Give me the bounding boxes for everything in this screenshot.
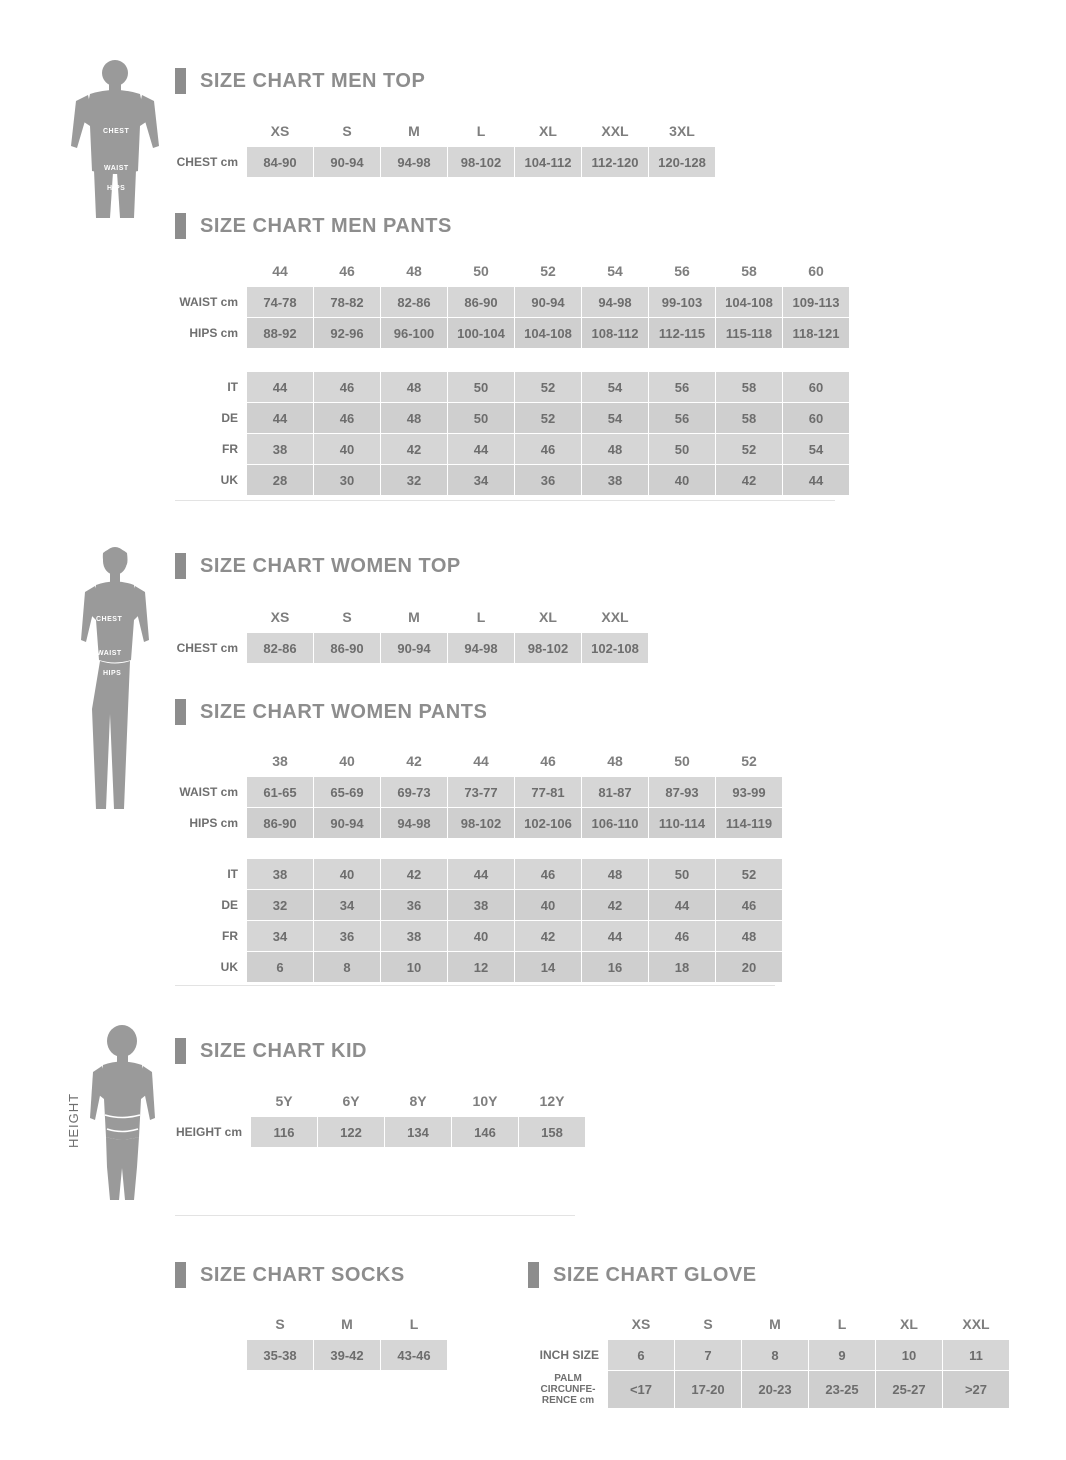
table-cell: 40 [515,890,582,921]
table-cell: 52 [716,859,783,890]
table-row [176,287,850,318]
table-row [176,859,783,890]
col-header: M [381,116,448,147]
kid-title: SIZE CHART KID [200,1039,367,1062]
table-cell: 14 [515,952,582,983]
table-cell: 52 [515,403,582,434]
men-section-divider [175,500,835,501]
male-figure-illustration [60,60,170,220]
table-cell: 54 [783,434,850,465]
table-cell: 34 [448,465,515,496]
table-cell: 7 [675,1340,742,1371]
col-header: 52 [515,256,582,287]
col-header: 10Y [452,1086,519,1117]
table-cell: 12 [448,952,515,983]
table-cell: 11 [943,1340,1010,1371]
table-cell: 116 [251,1117,318,1148]
female-hips-label: HIPS [103,670,122,677]
table-cell: 36 [515,465,582,496]
table-cell: 32 [247,890,314,921]
col-header: 38 [247,746,314,777]
table-cell: 56 [649,372,716,403]
glove-title: SIZE CHART GLOVE [553,1263,757,1286]
table-row [529,1371,1010,1409]
col-header: XS [247,602,314,633]
col-header: 44 [247,256,314,287]
table-cell: 48 [582,859,649,890]
heading-accent-bar [528,1262,539,1288]
table-cell: 106-110 [582,808,649,839]
col-header: S [314,602,381,633]
table-cell: 102-106 [515,808,582,839]
table-row [176,434,850,465]
table-cell: 36 [314,921,381,952]
heading-accent-bar [175,699,186,725]
row-label: CHEST cm [176,147,247,178]
table-cell: 104-108 [716,287,783,318]
col-header: XXL [582,116,649,147]
table-cell: 42 [582,890,649,921]
table-cell: 40 [314,434,381,465]
table-cell: 56 [649,403,716,434]
col-header: 52 [716,746,783,777]
col-header: 42 [381,746,448,777]
heading-accent-bar [175,553,186,579]
table-cell: 46 [649,921,716,952]
col-header: M [742,1309,809,1340]
table-cell: 112-120 [582,147,649,178]
table-cell: 98-102 [515,633,582,664]
glove-table [528,1308,1010,1409]
col-header: XXL [943,1309,1010,1340]
table-cell: 48 [582,434,649,465]
col-header: 60 [783,256,850,287]
table-row [529,1340,1010,1371]
table-cell: 35-38 [247,1340,314,1371]
table-cell: 23-25 [809,1371,876,1409]
table-cell: 46 [515,434,582,465]
table-cell: 52 [716,434,783,465]
table-cell: 96-100 [381,318,448,349]
table-cell: 100-104 [448,318,515,349]
table-row-header [529,1309,1010,1340]
table-cell: 58 [716,372,783,403]
col-header: 50 [448,256,515,287]
table-cell: 114-119 [716,808,783,839]
table-cell: 40 [314,859,381,890]
table-cell: 52 [515,372,582,403]
glove-heading [528,1262,757,1288]
table-cell: 54 [582,403,649,434]
table-cell: 82-86 [247,633,314,664]
table-cell: 81-87 [582,777,649,808]
table-cell: 34 [247,921,314,952]
table-cell: 109-113 [783,287,850,318]
heading-accent-bar [175,213,186,239]
table-cell: 61-65 [247,777,314,808]
row-label: WAIST cm [176,287,247,318]
table-cell: 50 [649,434,716,465]
table-cell: 54 [582,372,649,403]
col-header: L [448,116,515,147]
men-pants-title: SIZE CHART MEN PANTS [200,214,452,237]
row-label: DE [176,890,247,921]
table-cell: 50 [448,372,515,403]
men-top-heading [175,68,425,94]
female-waist-label: WAIST [97,650,122,657]
col-header: 12Y [519,1086,586,1117]
table-cell: 120-128 [649,147,716,178]
table-row [176,952,783,983]
table-cell: 32 [381,465,448,496]
col-header: XXL [582,602,649,633]
table-cell: 90-94 [314,147,381,178]
row-label: IT [176,372,247,403]
table-cell: 50 [448,403,515,434]
table-cell: 98-102 [448,147,515,178]
table-cell: 58 [716,403,783,434]
kid-section-divider [175,1215,575,1216]
table-cell: 43-46 [381,1340,448,1371]
table-cell: 118-121 [783,318,850,349]
table-cell: 28 [247,465,314,496]
table-cell: 42 [381,434,448,465]
table-cell: 84-90 [247,147,314,178]
table-cell: 115-118 [716,318,783,349]
table-cell: 86-90 [448,287,515,318]
table-row [176,147,716,178]
table-cell: 90-94 [381,633,448,664]
col-header: 40 [314,746,381,777]
col-header: 3XL [649,116,716,147]
table-cell: 39-42 [314,1340,381,1371]
table-cell: 98-102 [448,808,515,839]
col-header: 44 [448,746,515,777]
kid-table [175,1085,586,1148]
col-header: 58 [716,256,783,287]
table-cell: 46 [314,403,381,434]
corner-cell [176,116,247,147]
table-cell: 110-114 [649,808,716,839]
table-cell: 65-69 [314,777,381,808]
kid-heading [175,1038,367,1064]
table-cell: 74-78 [247,287,314,318]
col-header: XL [515,602,582,633]
table-cell: 99-103 [649,287,716,318]
col-header: 48 [381,256,448,287]
male-hips-label: HIPS [107,185,126,192]
corner-cell [176,1086,251,1117]
table-cell: 94-98 [381,808,448,839]
corner-cell [176,746,247,777]
table-cell: 87-93 [649,777,716,808]
table-cell: 42 [381,859,448,890]
women-pants-title: SIZE CHART WOMEN PANTS [200,700,488,723]
kid-height-side-label: HEIGHT [66,1092,81,1148]
table-cell: 25-27 [876,1371,943,1409]
table-cell: 8 [314,952,381,983]
table-cell: 122 [318,1117,385,1148]
table-cell: 10 [876,1340,943,1371]
row-label: FR [176,434,247,465]
table-row [176,890,783,921]
corner-cell [176,602,247,633]
table-cell: 60 [783,372,850,403]
table-row [176,808,783,839]
row-label [176,1340,247,1371]
table-row [176,372,850,403]
table-cell: 108-112 [582,318,649,349]
table-cell: 44 [582,921,649,952]
table-cell: 36 [381,890,448,921]
table-cell: 93-99 [716,777,783,808]
col-header: 50 [649,746,716,777]
table-cell: 38 [247,859,314,890]
table-cell: 18 [649,952,716,983]
table-cell: 38 [381,921,448,952]
row-label: HIPS cm [176,318,247,349]
table-row [176,1117,586,1148]
col-header: 56 [649,256,716,287]
col-header: 48 [582,746,649,777]
men-pants-conversion-table [175,371,850,496]
male-waist-label: WAIST [104,165,129,172]
row-label: HEIGHT cm [176,1117,251,1148]
table-row [176,1340,448,1371]
women-pants-table [175,745,783,839]
row-label: DE [176,403,247,434]
table-cell: 44 [783,465,850,496]
table-cell: 94-98 [448,633,515,664]
women-pants-heading [175,699,487,725]
table-cell: 78-82 [314,287,381,318]
col-header: XL [876,1309,943,1340]
row-label: IT [176,859,247,890]
table-cell: 86-90 [314,633,381,664]
table-cell: 86-90 [247,808,314,839]
table-cell: 102-108 [582,633,649,664]
table-cell: 44 [247,372,314,403]
row-label: UK [176,952,247,983]
female-chest-label: CHEST [96,616,123,623]
table-cell: 40 [448,921,515,952]
socks-table [175,1308,448,1371]
table-cell: 94-98 [381,147,448,178]
table-cell: 50 [649,859,716,890]
heading-accent-bar [175,1262,186,1288]
col-header: S [247,1309,314,1340]
table-cell: 8 [742,1340,809,1371]
table-cell: 17-20 [675,1371,742,1409]
table-row-header [176,1309,448,1340]
women-section-divider [175,985,775,986]
row-label: CHEST cm [176,633,247,664]
table-row [176,403,850,434]
table-row-header [176,256,850,287]
heading-accent-bar [175,1038,186,1064]
table-cell: 30 [314,465,381,496]
table-cell: 73-77 [448,777,515,808]
table-cell: 20-23 [742,1371,809,1409]
table-row [176,465,850,496]
women-top-title: SIZE CHART WOMEN TOP [200,554,461,577]
table-cell: 44 [448,434,515,465]
women-pants-conversion-table [175,858,783,983]
women-top-heading [175,553,461,579]
table-cell: 77-81 [515,777,582,808]
heading-accent-bar [175,68,186,94]
table-cell: 20 [716,952,783,983]
table-cell: 104-112 [515,147,582,178]
col-header: L [448,602,515,633]
row-label: HIPS cm [176,808,247,839]
table-row-header [176,1086,586,1117]
table-cell: 38 [582,465,649,496]
women-top-table [175,601,649,664]
col-header: XS [247,116,314,147]
female-figure-illustration [70,545,160,815]
table-cell: 158 [519,1117,586,1148]
table-row-header [176,746,783,777]
table-cell: 60 [783,403,850,434]
table-cell: 34 [314,890,381,921]
table-cell: 134 [385,1117,452,1148]
socks-heading [175,1262,405,1288]
table-row [176,921,783,952]
table-cell: 42 [515,921,582,952]
table-cell: 44 [448,859,515,890]
men-top-table [175,115,716,178]
table-cell: 90-94 [314,808,381,839]
col-header: L [809,1309,876,1340]
row-label: PALM CIRCUNFE- RENCE cm [529,1371,608,1409]
col-header: 5Y [251,1086,318,1117]
col-header: 46 [515,746,582,777]
col-header: S [314,116,381,147]
table-row [176,633,649,664]
col-header: 46 [314,256,381,287]
male-chest-label: CHEST [103,128,130,135]
col-header: 6Y [318,1086,385,1117]
col-header: S [675,1309,742,1340]
col-header: M [381,602,448,633]
row-label: INCH SIZE [529,1340,608,1371]
table-cell: 9 [809,1340,876,1371]
table-cell: 10 [381,952,448,983]
table-cell: 38 [448,890,515,921]
table-row-header [176,602,649,633]
col-header: 8Y [385,1086,452,1117]
table-cell: 94-98 [582,287,649,318]
row-label: UK [176,465,247,496]
table-cell: 48 [381,372,448,403]
table-cell: 46 [515,859,582,890]
socks-title: SIZE CHART SOCKS [200,1263,405,1286]
corner-cell [529,1309,608,1340]
table-cell: 6 [247,952,314,983]
table-cell: <17 [608,1371,675,1409]
corner-cell [176,1309,247,1340]
men-pants-table [175,255,850,349]
col-header: L [381,1309,448,1340]
row-label: FR [176,921,247,952]
table-cell: 88-92 [247,318,314,349]
table-cell: 146 [452,1117,519,1148]
table-cell: 42 [716,465,783,496]
table-cell: 6 [608,1340,675,1371]
table-row-header [176,116,716,147]
table-cell: 92-96 [314,318,381,349]
table-cell: 82-86 [381,287,448,318]
table-cell: 48 [716,921,783,952]
col-header: XL [515,116,582,147]
col-header: XS [608,1309,675,1340]
table-row [176,318,850,349]
table-cell: 46 [314,372,381,403]
col-header: M [314,1309,381,1340]
men-top-title: SIZE CHART MEN TOP [200,69,426,92]
table-cell: 44 [247,403,314,434]
table-cell: 69-73 [381,777,448,808]
table-cell: 46 [716,890,783,921]
table-cell: 90-94 [515,287,582,318]
table-cell: 16 [582,952,649,983]
kid-figure-illustration [85,1025,160,1200]
table-cell: 40 [649,465,716,496]
table-cell: 112-115 [649,318,716,349]
row-label: WAIST cm [176,777,247,808]
table-cell: 48 [381,403,448,434]
table-cell: >27 [943,1371,1010,1409]
table-cell: 104-108 [515,318,582,349]
col-header: 54 [582,256,649,287]
table-cell: 44 [649,890,716,921]
table-cell: 38 [247,434,314,465]
table-row [176,777,783,808]
corner-cell [176,256,247,287]
men-pants-heading [175,213,452,239]
